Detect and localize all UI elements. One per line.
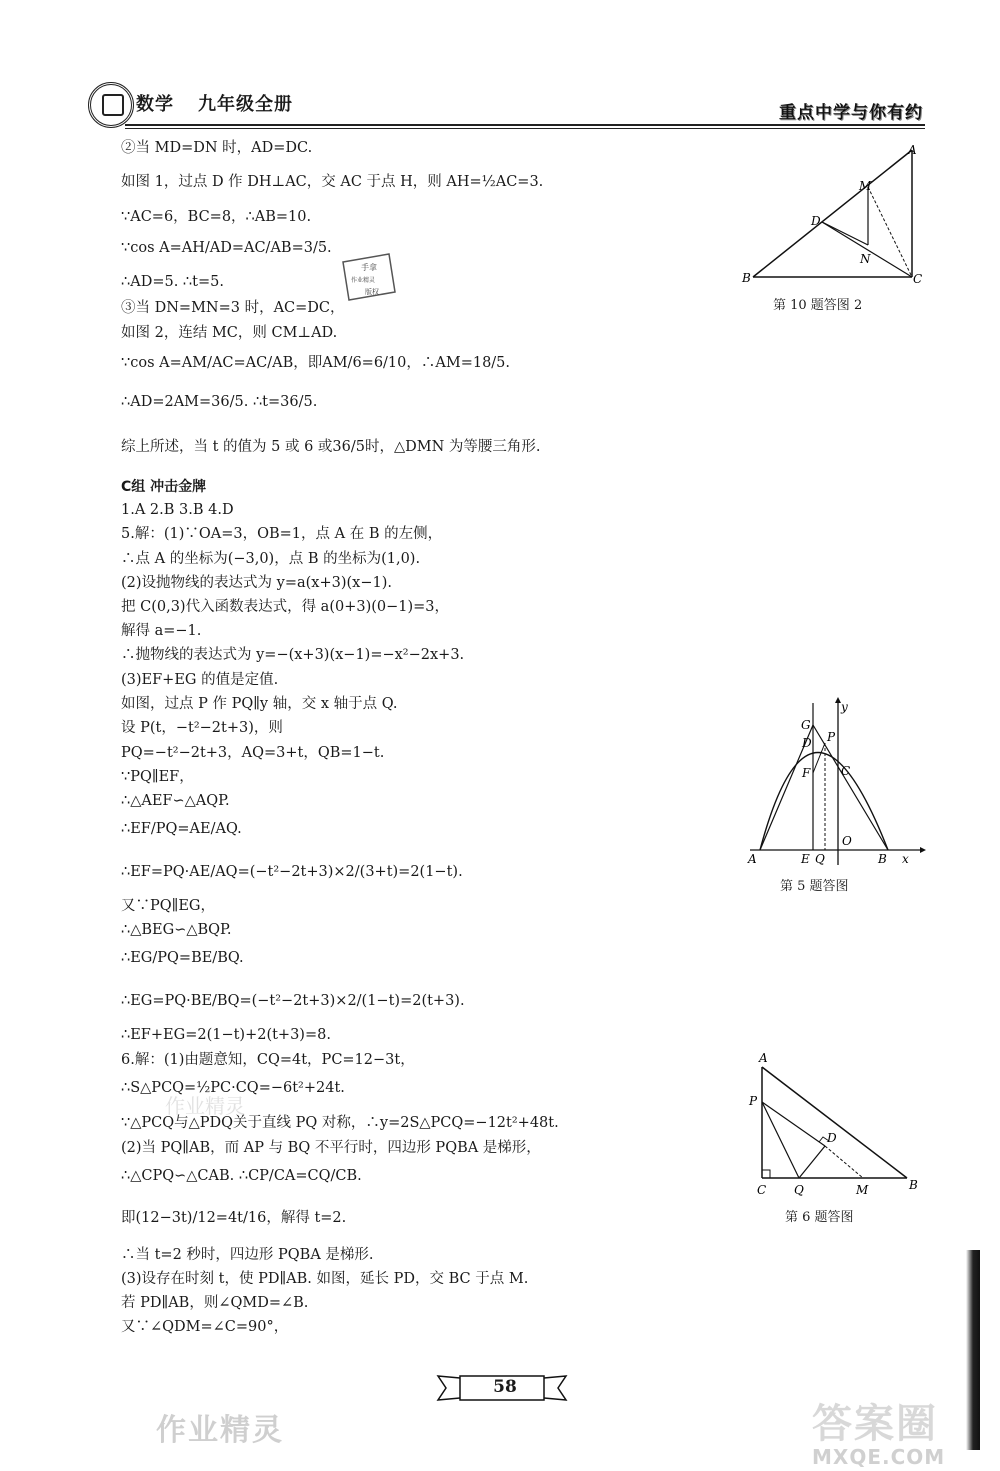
point-label: E [801,852,810,866]
page-header [80,78,925,138]
text-line: PQ=−t²−2t+3，AQ=3+t，QB=1−t. [121,745,385,761]
point-label: M [859,179,872,193]
point-label: B [742,271,751,285]
text-line: ∴△AEF∽△AQP. [121,793,230,809]
text-line: 如图 2，连结 MC，则 CM⊥AD. [121,325,338,341]
point-label: Q [794,1183,804,1197]
text-line: ∵AC=6，BC=8，∴AB=10. [121,209,312,225]
text-line: ∴AD=2AM=36/5. ∴t=36/5. [121,394,318,410]
point-label: M [856,1183,869,1197]
text-line: (2)设抛物线的表达式为 y=a(x+3)(x−1). [121,575,392,591]
text-line: 设 P(t，−t²−2t+3)，则 [121,720,283,736]
text-line: 又∵PQ∥EG， [121,898,216,914]
figure-q6-answer [745,1050,930,1230]
point-label: P [749,1094,758,1108]
point-label: F [802,766,811,780]
figure-q10-diagram [740,140,930,320]
figure-q5-answer [740,695,930,895]
text-line: 综上所述，当 t 的值为 5 或 6 或36/5时，△DMN 为等腰三角形. [121,439,541,455]
header-rule [125,124,925,126]
watermark-middle: 作业精灵 [165,1094,245,1118]
point-label: B [909,1178,918,1192]
text-line: ∴S△PCQ=½PC·CQ=−6t²+24t. [121,1080,345,1096]
figure-q5-diagram [740,695,930,895]
text-line: 又∵∠QDM=∠C=90°， [121,1319,289,1335]
point-label: A [759,1051,768,1065]
text-line: ∴EG/PQ=BE/BQ. [121,950,244,966]
text-line: ∴△CPQ∽△CAB. ∴CP/CA=CQ/CB. [121,1168,362,1184]
stamp-icon [337,252,399,302]
text-line: ∵△PCQ与△PDQ关于直线 PQ 对称，∴y=2S△PCQ=−12t²+48t. [121,1115,559,1131]
text-line: (3)设存在时刻 t，使 PD∥AB. 如图，延长 PD，交 BC 于点 M. [121,1271,529,1287]
series-brand: 重点中学与你有约 [779,103,923,123]
axis-label: x [902,852,909,866]
text-line: 解得 a=−1. [121,623,202,639]
text-line: ∴EF/PQ=AE/AQ. [121,821,242,837]
text-line: ∴EG=PQ·BE/BQ=(−t²−2t+3)×2/(1−t)=2(t+3). [121,993,465,1009]
grade-title: 九年级全册 [198,94,293,115]
text-line: ∴△BEG∽△BQP. [121,922,232,938]
point-label: N [860,252,871,266]
text-line: ∴点 A 的坐标为(−3,0)，点 B 的坐标为(1,0). [121,551,421,567]
point-label: C [757,1183,767,1197]
text-line: ∵cos A=AH/AD=AC/AB=3/5. [121,240,332,256]
point-label: G [801,718,811,732]
text-line: 1.A 2.B 3.B 4.D [121,502,234,518]
figure-q10-answer-2 [740,140,930,320]
stamp-text: 手拿 [361,263,377,272]
watermark-bottom-right: 答案圈 [812,1401,938,1447]
text-line: ∴当 t=2 秒时，四边形 PQBA 是梯形. [121,1247,374,1263]
figure-caption: 第 10 题答图 2 [773,298,863,313]
axis-label: y [841,700,848,714]
point-label: D [811,214,821,228]
figure-caption: 第 6 题答图 [785,1210,854,1225]
text-line: 如图，过点 P 作 PQ∥y 轴，交 x 轴于点 Q. [121,696,398,712]
text-line: 5.解：(1)∵OA=3，OB=1，点 A 在 B 的左侧， [121,526,443,542]
text-line: 即(12−3t)/12=4t/16，解得 t=2. [121,1210,347,1226]
figure-q6-diagram [745,1050,930,1210]
text-line: 6.解：(1)由题意知，CQ=4t，PC=12−3t， [121,1052,415,1068]
point-label: D [802,736,812,750]
school-logo-icon [88,82,134,128]
text-line: ∴抛物线的表达式为 y=−(x+3)(x−1)=−x²−2x+3. [121,647,465,663]
text-line: 把 C(0,3)代入函数表达式，得 a(0+3)(0−1)=3， [121,599,450,615]
text-line: 如图 1，过点 D 作 DH⊥AC，交 AC 于点 H，则 AH=½AC=3. [121,174,544,190]
section-heading: C组 冲击金牌 [121,479,207,495]
subject-title: 数学 [136,94,174,115]
text-line: 若 PD∥AB，则∠QMD=∠B. [121,1295,309,1311]
point-label: O [842,834,852,848]
text-line: ②当 MD=DN 时，AD=DC. [121,140,313,156]
point-label: C [913,272,923,286]
point-label: C [841,764,851,778]
point-label: A [908,143,917,157]
text-line: (2)当 PQ∥AB，而 AP 与 BQ 不平行时，四边形 PQBA 是梯形， [121,1140,541,1156]
point-label: D [827,1131,837,1145]
stamp-text: 作业精灵 [351,277,376,284]
text-line: ∴EF+EG=2(1−t)+2(t+3)=8. [121,1027,331,1043]
point-label: Q [815,852,825,866]
point-label: P [827,730,836,744]
page-number: 58 [493,1377,517,1397]
text-line: ∴EF=PQ·AE/AQ=(−t²−2t+3)×2/(3+t)=2(1−t). [121,864,463,880]
figure-caption: 第 5 题答图 [780,879,849,894]
point-label: B [878,852,887,866]
watermark-bottom-left: 作业精灵 [156,1413,284,1448]
watermark-url: MXQE.COM [812,1445,946,1469]
text-line: ∴AD=5. ∴t=5. [121,274,224,290]
text-line: ∵PQ∥EF， [121,769,194,785]
point-label: A [748,852,757,866]
text-line: ③当 DN=MN=3 时，AC=DC， [121,300,345,316]
text-line: (3)EF+EG 的值是定值. [121,672,279,688]
header-rule-thin [125,128,925,129]
scan-edge-shadow [966,1250,980,1450]
text-line: ∵cos A=AM/AC=AC/AB，即AM/6=6/10，∴AM=18/5. [121,355,511,371]
stamp-text: 版权 [365,288,379,296]
